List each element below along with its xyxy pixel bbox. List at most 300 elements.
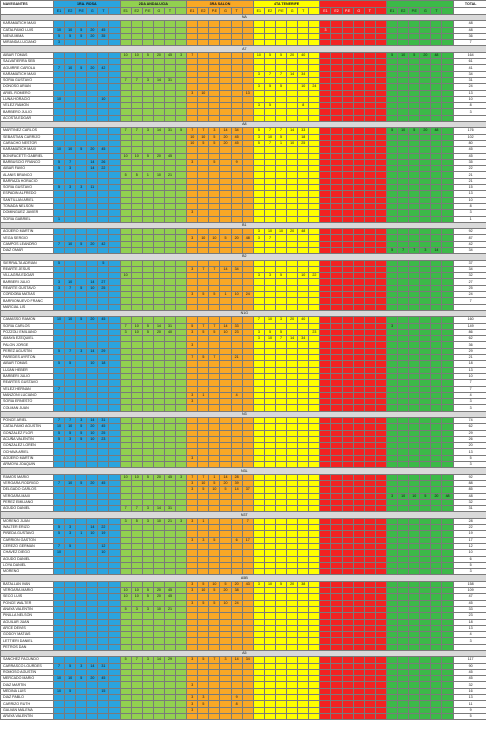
score-cell: 3: [253, 235, 264, 241]
subheader-cell: [442, 8, 453, 15]
total-cell: 48: [453, 21, 486, 27]
total-cell: 10: [453, 197, 486, 203]
score-cell: 48: [431, 128, 442, 134]
subheader-cell: P.E: [76, 8, 87, 15]
competitor-name: MORENO: [1, 569, 54, 575]
score-cell: 5: [209, 600, 220, 606]
subheader-cell: P.E: [409, 8, 420, 15]
round-header: [387, 1, 454, 8]
score-cell: 20: [287, 317, 298, 323]
score-cell: 22: [98, 166, 109, 172]
score-cell: 14: [431, 247, 442, 253]
score-cell: 7: [131, 128, 142, 134]
total-cell: 36: [453, 342, 486, 348]
score-cell: 37: [242, 487, 253, 493]
competitor-name: VERGARA MAXI: [1, 493, 54, 499]
total-cell: 160: [453, 317, 486, 323]
score-cell: 12: [98, 543, 109, 549]
score-cell: 10: [65, 279, 76, 285]
score-cell: 10: [65, 480, 76, 486]
score-cell: 3: [187, 581, 198, 587]
competitor-name: SECO LUIS: [1, 594, 54, 600]
score-cell: 10: [398, 493, 409, 499]
score-cell: 24: [242, 292, 253, 298]
score-cell: 5: [220, 487, 231, 493]
total-cell: 34: [453, 266, 486, 272]
score-cell: 20: [87, 27, 98, 33]
score-cell: 20: [153, 594, 164, 600]
score-cell: 5: [409, 128, 420, 134]
score-cell: 5: [54, 348, 65, 354]
score-cell: 10: [87, 436, 98, 442]
subheader-cell: G: [353, 8, 364, 15]
total-cell: 102: [453, 134, 486, 140]
score-cell: 10: [264, 229, 275, 235]
score-cell: 5: [120, 657, 131, 663]
score-cell: 8: [298, 103, 309, 109]
subheader-cell: E1: [54, 8, 65, 15]
score-cell: [65, 713, 76, 719]
score-cell: 10: [98, 550, 109, 556]
subheader-row: [1, 8, 486, 15]
score-cell: 3: [176, 518, 187, 524]
total-cell: 3: [453, 569, 486, 575]
competitor-name: BARBERI JULIO: [1, 279, 54, 285]
score-cell: 10: [131, 329, 142, 335]
score-cell: 7: [187, 128, 198, 134]
total-cell: 48: [453, 493, 486, 499]
score-cell: 14: [231, 657, 242, 663]
score-cell: 5: [142, 329, 153, 335]
score-cell: 14: [220, 474, 231, 480]
score-cell: 9: [231, 159, 242, 165]
score-cell: 5: [209, 159, 220, 165]
total-cell: 10: [453, 373, 486, 379]
score-cell: 3: [387, 493, 398, 499]
score-cell: 20: [220, 480, 231, 486]
score-cell: 10: [87, 531, 98, 537]
score-cell: 5: [142, 594, 153, 600]
total-cell: 28: [453, 518, 486, 524]
total-cell: 18: [453, 619, 486, 625]
score-cell: 23: [231, 329, 242, 335]
score-cell: 3: [187, 600, 198, 606]
score-cell: 45: [164, 52, 175, 58]
competitor-name: DIAZ PABLO: [1, 695, 54, 701]
score-cell: 3: [387, 323, 398, 329]
score-cell: 5: [54, 159, 65, 165]
score-cell: 20: [153, 52, 164, 58]
score-cell: 7: [242, 518, 253, 524]
round-header: 2DA ANDALUCIA: [120, 1, 187, 8]
score-cell: 22: [98, 525, 109, 531]
competitor-name: SORIA GUSTAVO: [1, 185, 54, 191]
score-cell: 10: [209, 487, 220, 493]
total-cell: 6: [453, 556, 486, 562]
score-cell: 42: [98, 65, 109, 71]
score-cell: 5: [264, 103, 275, 109]
competitor-name: AIBAR TOMAS: [1, 361, 54, 367]
score-cell: 5: [264, 52, 275, 58]
score-cell: 5: [387, 247, 398, 253]
total-cell: 61: [453, 59, 486, 65]
score-cell: [109, 713, 120, 719]
total-cell: 48: [453, 27, 486, 33]
score-cell: 20: [220, 134, 231, 140]
total-cell: 85: [453, 487, 486, 493]
score-cell: 10: [187, 134, 198, 140]
score-cell: 34: [298, 71, 309, 77]
score-cell: 7: [253, 317, 264, 323]
score-cell: 10: [54, 688, 65, 694]
score-cell: 10: [131, 153, 142, 159]
competitor-name: PEREZ EMILIANO: [1, 499, 54, 505]
score-cell: 10: [65, 424, 76, 430]
score-cell: 20: [287, 52, 298, 58]
competitor-name: GODOY MATIAS: [1, 632, 54, 638]
score-cell: 7: [120, 77, 131, 83]
score-cell: 1: [209, 474, 220, 480]
competitor-name: KARAMATICH MAXI: [1, 21, 54, 27]
score-cell: 3: [187, 266, 198, 272]
score-cell: 38: [231, 588, 242, 594]
score-cell: 1: [198, 518, 209, 524]
competitor-name: SORIA GABRIEL: [1, 216, 54, 222]
score-cell: 5: [264, 329, 275, 335]
subheader-cell: [176, 8, 187, 15]
score-cell: 7: [65, 418, 76, 424]
score-cell: 5: [98, 260, 109, 266]
subheader-cell: P.E: [209, 8, 220, 15]
score-cell: 5: [198, 355, 209, 361]
score-cell: 25: [298, 140, 309, 146]
competitor-name: RAMOS MARIO: [1, 474, 54, 480]
score-cell: 14: [287, 128, 298, 134]
score-cell: [176, 713, 187, 719]
score-cell: 5: [142, 588, 153, 594]
score-cell: 5: [198, 329, 209, 335]
round-header: 1RA. ROSA: [54, 1, 121, 8]
competitor-name: LOYA DANIEL: [1, 562, 54, 568]
score-cell: 5: [187, 323, 198, 329]
competitor-name: BARRIONUEVO FRANC: [1, 298, 54, 304]
score-cell: 33: [231, 323, 242, 329]
score-cell: 3: [142, 128, 153, 134]
score-cell: [264, 713, 275, 719]
score-cell: 5: [209, 480, 220, 486]
score-cell: 7: [120, 323, 131, 329]
competitor-name: BARBUSCIO FRANCO: [1, 159, 54, 165]
total-cell: 26: [453, 436, 486, 442]
total-cell: 41: [453, 65, 486, 71]
score-cell: [120, 713, 131, 719]
competitor-name: DONOSO ARIAN: [1, 84, 54, 90]
total-cell: 3: [453, 210, 486, 216]
score-cell: 5: [76, 424, 87, 430]
score-cell: 20: [420, 52, 431, 58]
score-cell: 3: [187, 518, 198, 524]
competitor-name: VELEZ RAMON: [1, 103, 54, 109]
competitor-name: SALVATIERRA SEB: [1, 59, 54, 65]
category-label: NA: [1, 15, 486, 21]
score-cell: 45: [164, 153, 175, 159]
score-cell: 20: [231, 581, 242, 587]
total-cell: 24: [453, 84, 486, 90]
competitor-name: PALON JORGE: [1, 342, 54, 348]
score-cell: 3: [187, 701, 198, 707]
score-cell: [220, 713, 231, 719]
score-cell: 7: [276, 71, 287, 77]
score-cell: [398, 713, 409, 719]
score-cell: 25: [98, 285, 109, 291]
score-cell: 31: [164, 77, 175, 83]
subheader-cell: E1: [187, 8, 198, 15]
total-cell: 92: [453, 229, 486, 235]
score-cell: 10: [264, 134, 275, 140]
score-cell: 5: [198, 140, 209, 146]
column-header-name: NAVEGANTES: [1, 1, 54, 8]
score-cell: 48: [298, 229, 309, 235]
competitor-name: ALANIS BRANCO: [1, 172, 54, 178]
total-cell: 3: [453, 638, 486, 644]
subheader-cell: [109, 8, 120, 15]
score-cell: 10: [153, 606, 164, 612]
score-cell: 20: [220, 588, 231, 594]
table-row: [1, 713, 486, 719]
score-cell: 22: [309, 273, 320, 279]
total-cell: 10: [453, 96, 486, 102]
total-cell: 29: [453, 348, 486, 354]
total-cell: 47: [453, 594, 486, 600]
total-cell: 12: [453, 543, 486, 549]
score-cell: 45: [98, 147, 109, 153]
score-cell: 3: [187, 487, 198, 493]
score-cell: 10: [54, 550, 65, 556]
score-cell: 10: [153, 518, 164, 524]
score-cell: 3: [276, 317, 287, 323]
subheader-cell: [375, 8, 386, 15]
score-cell: 5: [131, 172, 142, 178]
total-cell: 3: [453, 399, 486, 405]
score-cell: [209, 713, 220, 719]
score-cell: 42: [98, 241, 109, 247]
score-cell: 45: [231, 140, 242, 146]
score-cell: 39: [231, 480, 242, 486]
total-cell: 32: [453, 499, 486, 505]
score-cell: 5: [220, 235, 231, 241]
subheader-blank: [453, 8, 486, 15]
score-cell: 10: [54, 424, 65, 430]
subheader-cell: P.E: [142, 8, 153, 15]
score-cell: 5: [209, 140, 220, 146]
competitor-name: GALVAN MALENA: [1, 707, 54, 713]
score-cell: 20: [87, 424, 98, 430]
score-cell: 31: [164, 323, 175, 329]
score-cell: 5: [253, 128, 264, 134]
score-cell: 1: [142, 172, 153, 178]
score-cell: 5: [120, 172, 131, 178]
score-cell: [131, 713, 142, 719]
score-cell: [331, 713, 342, 719]
score-cell: 5: [209, 329, 220, 335]
score-cell: 7: [276, 336, 287, 342]
score-cell: 14: [87, 525, 98, 531]
score-cell: 10: [120, 153, 131, 159]
score-cell: 20: [431, 493, 442, 499]
score-cell: 10: [65, 27, 76, 33]
competitor-name: AGÜERO MARTIN: [1, 229, 54, 235]
score-cell: 10: [87, 285, 98, 291]
competitor-name: LETTIERI DANIEL: [1, 638, 54, 644]
competitor-name: CARRION GASTON: [1, 537, 54, 543]
score-cell: 20: [87, 147, 98, 153]
competitor-name: DIAZ OMAR: [1, 247, 54, 253]
score-cell: 10: [231, 292, 242, 298]
score-cell: 7: [264, 235, 275, 241]
score-cell: 1: [198, 392, 209, 398]
score-cell: [276, 713, 287, 719]
score-cell: 1: [76, 531, 87, 537]
score-cell: 3: [253, 103, 264, 109]
score-cell: 3: [131, 606, 142, 612]
total-cell: 33: [453, 606, 486, 612]
total-cell: 62: [453, 424, 486, 430]
score-cell: [442, 713, 453, 719]
competitor-name: CEREZO GERMAN: [1, 543, 54, 549]
score-cell: 3: [65, 525, 76, 531]
score-cell: 5: [65, 688, 76, 694]
score-cell: [164, 713, 175, 719]
score-cell: 3: [187, 329, 198, 335]
score-cell: 10: [120, 273, 131, 279]
score-cell: 21: [231, 355, 242, 361]
score-cell: 10: [131, 323, 142, 329]
score-cell: 3: [187, 210, 198, 216]
competitor-name: CATALFAMO LUIS: [1, 27, 54, 33]
total-cell: 31: [453, 506, 486, 512]
total-cell: 20: [453, 443, 486, 449]
score-cell: 5: [409, 52, 420, 58]
score-cell: [187, 713, 198, 719]
score-cell: 5: [65, 430, 76, 436]
subheader-cell: T: [98, 8, 109, 15]
score-cell: 20: [153, 474, 164, 480]
competitor-name: SORIA GUSTAVO: [1, 77, 54, 83]
score-cell: 20: [87, 676, 98, 682]
score-cell: 11: [87, 185, 98, 191]
total-cell: 13: [453, 90, 486, 96]
score-cell: 5: [54, 436, 65, 442]
competitor-name: PETROS DAN: [1, 644, 54, 650]
competitor-name: AIBAR FAVIO: [1, 166, 54, 172]
score-cell: 3: [253, 84, 264, 90]
score-cell: 3: [187, 159, 198, 165]
score-cell: 14: [87, 166, 98, 172]
total-cell: 45: [453, 147, 486, 153]
total-cell: 16: [453, 688, 486, 694]
score-cell: 3: [120, 518, 131, 524]
competitor-name: ACUÑA VALENTIN: [1, 436, 54, 442]
total-cell: 5: [453, 455, 486, 461]
competitor-name: KARAMATICH MAXI: [1, 147, 54, 153]
competitor-name: PEREZ AGUSTIN: [1, 348, 54, 354]
score-cell: 20: [420, 128, 431, 134]
subheader-cell: E2: [131, 8, 142, 15]
score-cell: 38: [298, 581, 309, 587]
score-cell: 7: [187, 474, 198, 480]
total-cell: 10: [453, 550, 486, 556]
competitor-name: ACOSTA EDGAR: [1, 115, 54, 121]
round-header: [320, 1, 387, 8]
score-cell: 7: [209, 355, 220, 361]
score-cell: 3: [253, 134, 264, 140]
score-cell: 7: [264, 140, 275, 146]
total-cell: 24: [453, 292, 486, 298]
score-cell: 40: [164, 329, 175, 335]
score-cell: 31: [164, 128, 175, 134]
score-cell: 21: [164, 518, 175, 524]
competitor-name: ESPADIN ALFREDO: [1, 191, 54, 197]
score-cell: 5: [76, 241, 87, 247]
score-cell: 3: [187, 399, 198, 405]
score-cell: [231, 713, 242, 719]
score-cell: 5: [198, 292, 209, 298]
competitor-name: VEGA SERGIO: [1, 235, 54, 241]
competitor-name: ANAYA VALENTIN: [1, 606, 54, 612]
score-cell: 20: [287, 229, 298, 235]
score-cell: 14: [231, 487, 242, 493]
score-cell: 3: [120, 329, 131, 335]
score-cell: 10: [131, 474, 142, 480]
score-cell: 10: [54, 676, 65, 682]
total-cell: 92: [453, 474, 486, 480]
total-cell: 74: [453, 418, 486, 424]
score-cell: [198, 713, 209, 719]
subheader-cell: E2: [398, 8, 409, 15]
subheader-cell: G: [420, 8, 431, 15]
score-cell: 31: [164, 506, 175, 512]
score-cell: 3: [76, 185, 87, 191]
score-cell: 5: [220, 581, 231, 587]
score-cell: 29: [98, 348, 109, 354]
score-cell: 45: [98, 480, 109, 486]
score-cell: 10: [264, 336, 275, 342]
score-cell: 14: [87, 159, 98, 165]
score-cell: 14: [153, 506, 164, 512]
category-label: B2: [1, 254, 486, 260]
score-cell: 3: [176, 52, 187, 58]
score-cell: 10: [198, 588, 209, 594]
total-cell: 80: [453, 140, 486, 146]
score-cell: 5: [120, 606, 131, 612]
score-cell: 10: [209, 235, 220, 241]
score-cell: 3: [187, 480, 198, 486]
competitor-name: NIEVA MIMA: [1, 33, 54, 39]
score-cell: 3: [187, 235, 198, 241]
subheader-cell: T: [431, 8, 442, 15]
score-cell: [342, 713, 353, 719]
score-cell: 14: [220, 323, 231, 329]
competitor-name: CORDOBA MATIAS: [1, 292, 54, 298]
score-cell: 10: [65, 676, 76, 682]
score-cell: 3: [264, 273, 275, 279]
total-cell: 42: [453, 241, 486, 247]
total-cell: 27: [453, 279, 486, 285]
subheader-cell: E1: [120, 8, 131, 15]
score-cell: 10: [220, 600, 231, 606]
score-cell: 3: [187, 707, 198, 713]
score-cell: 35: [98, 33, 109, 39]
